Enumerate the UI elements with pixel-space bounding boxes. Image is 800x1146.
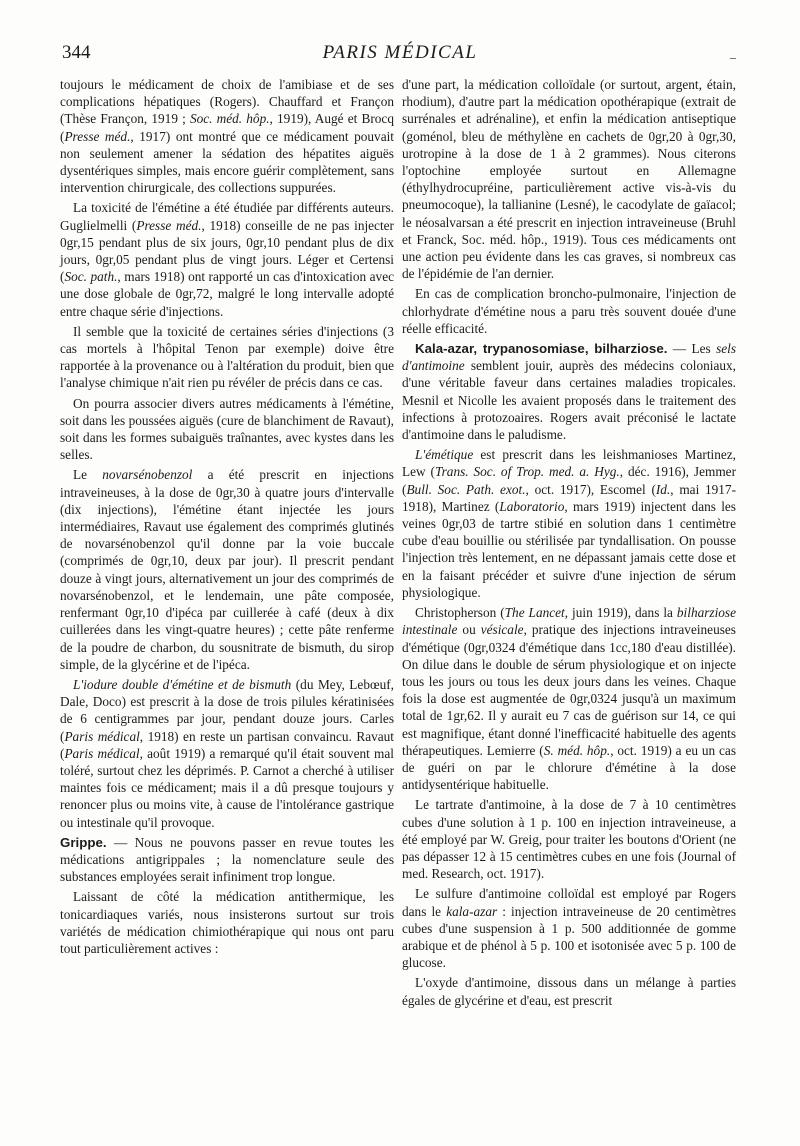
running-title: PARIS MÉDICAL — [322, 42, 478, 63]
section-heading-grippe: Grippe. — [60, 834, 107, 850]
page-header — [62, 42, 738, 72]
paragraph: toujours le médicament de choix de l'amibiase et de ses complications hépatiques (Rogers). Chauffard et Françon (Thèse Françon, 1919 ; Soc. méd. hôp., 1919), Augé et Brocq (Presse méd., 1917) ont montré que ce médicament pouvait non seulement amener la sédation des hépatites aiguës dysentériques simples, mais encore guérir complètement, sans intervention chirurgicale, des collections suppurées. — [60, 77, 394, 196]
header-mark: _ — [730, 46, 736, 60]
paragraph: L'émétique est prescrit dans les leishmanioses Martinez, Lew (Trans. Soc. of Trop. med. a. Hyg., déc. 1916), Jemmer (Bull. Soc. Path. exot., oct. 1917), Escomel (Id., mai 1917-1918), Martinez (Laboratorio, mars 1919) injectent dans les veines 0gr,03 de tartre stibié en solution dans 1 centimètre cube d'eau bouillie ou stérilisée par tyndallisation. On pousse l'injection très lentement, en ne dépassant jamais cette dose et en la faisant précéder et suivre d'une injection de sérum physiologique. — [402, 447, 737, 600]
paragraph: La toxicité de l'émétine a été étudiée par différents auteurs. Guglielmelli (Presse méd., 1918) conseille de ne pas injecter 0gr,15 pendant plus de six jours, 0gr,10 pendant plus de dix jours, 0gr,05 pendant plus de vingt jours. Léger et Certensi (Soc. path., mars 1918) ont rapporté un cas d'intoxication avec une dose globale de 0gr,72, malgré le long intervalle adopté entre chaque série d'injections. — [60, 200, 394, 319]
paragraph: Le tartrate d'antimoine, à la dose de 7 à 10 centimètres cubes d'une solution à 1 p. 100 en injection intraveineuse, a été employé par W. Greig, pour traiter les boutons d'Orient (ne pas dépasser 12 à 15 centimètres cubes en une fois (Journal of med. Research, oct. 1917). — [402, 797, 736, 882]
paragraph: Christopherson (The Lancet, juin 1919), dans la bilharziose intestinale ou vésicale, pratique des injections intraveineuses d'émétique (0gr,0324 d'émétique dans 1cc,180 d'eau distillée). On dilue dans le double de sérum physiologique et on injecte tous les jours ou tous les deux jours dans les veines. Chaque fois la dose est augmentée de 0gr,0324 jusqu'à un maximum total de 1gr,62. Il y aurait eu 7 cas de guérison sur 14, ce qui est magnifique, étant donné l'inefficacité habituelle des agents thérapeutiques. Lemierre (S. méd. hôp., oct. 1919) a eu un cas de guéri on par le chlorure d'émétine à la dose antidysentérique habituelle. — [402, 605, 737, 793]
left-column — [60, 76, 394, 957]
right-column — [402, 76, 736, 1009]
paragraph: On pourra associer divers autres médicaments à l'émétine, soit dans les poussées aiguës (cure de blanchiment de Ravaut), soit dans les formes subaiguës traînantes, avec kystes dans les selles. — [60, 395, 394, 463]
paragraph: Le sulfure d'antimoine colloïdal est employé par Rogers dans le kala-azar : injection intraveineuse de 20 centimètres cubes d'une suspension à 1 p. 500 additionnée de gomme arabique et de phénol à 5 p. 100 et isotonisée avec 5 p. 100 de glucose. — [402, 886, 737, 971]
paragraph: Il semble que la toxicité de certaines séries d'injections (3 cas mortels à l'hôpital Tenon par exemple) doive être rapportée à la provenance ou à l'altération du produit, bien que l'analyse chimique n'ait rien pu révéler de précis dans ce cas. — [60, 323, 394, 391]
paragraph: d'une part, la médication colloïdale (or surtout, argent, étain, rhodium), d'autre part la médication opothérapique (extrait de surrénales et adrénaline), et enfin la médication antiseptique (goménol, bleu de méthylène en cachets de 0gr,20 à 0gr,30, urotropine à la dose de 1 à 2 grammes). Nous citerons l'optochine employée surtout en Allemagne (éthylhydrocupréine, particulièrement active vis-à-vis du pneumocoque), la tallianine (Lesné), le cacodylate de gaïacol; le néosalvarsan a été prescrit en injection intraveineuse (Bruhl et Franck, Soc. méd. hôp., 1919). Tous ces médicaments ont une action peu évidente dans les cas graves, si nombreux cas de l'épidémie de l'an dernier. — [402, 77, 736, 282]
paragraph: Le novarsénobenzol a été prescrit en injections intraveineuses, à la dose de 0gr,30 à quatre jours d'intervalle (dix injections), l'émétine étant injectée les jours intermédiaires, Ravaut use également des comprimés glutinés de novarsénobenzol qu'il donne par la voie buccale (comprimés de 0gr,10, deux par jour). Il prescrit pendant douze à vingt jours, alternativement un jour des comprimés de novarsénobenzol, et le lendemain, une pâte composée, renfermant 0gr,10 d'ipéca par cuillerée à café (deux à dix cuillerées dans les vingt-quatre heures) ; cette pâte renferme de la poudre de charbon, du sousnitrate de bismuth, du sirop simple, de la glycérine et de l'ipéca. — [60, 467, 394, 672]
paragraph: L'iodure double d'émétine et de bismuth (du Mey, Lebœuf, Dale, Doco) est prescrit à la dose de trois pilules kératinisées de 6 centigrammes par jour, pendant douze jours. Carles (Paris médical, 1918) en reste un partisan convaincu. Ravaut (Paris médical, août 1919) a remarqué qu'il était souvent mal toléré, surtout chez les déprimés. P. Carnot a cherché à utiliser maintes fois ce médicament; mais il a dû presque toujours y renoncer plus ou moins vite, à cause de l'intolérance gastrique ou intestinale qu'il provoque. — [60, 676, 394, 830]
section-paragraph: Grippe. — Nous ne pouvons passer en revue toutes les médications antigrippales ; la nomenclature seule des substances employées serait infiniment trop longue. — [60, 834, 394, 885]
section-paragraph: Kala-azar, trypanosomiase, bilharziose. — Les sels d'antimoine semblent jouir, auprès des médecins coloniaux, d'une véritable faveur dans certaines maladies tropicales. Mesnil et Nicolle les avaient proposés dans le traitement des infections à protozoaires. Rogers avait préconisé le lactate d'antimoine dans le paludisme. — [402, 341, 737, 443]
paragraph: En cas de complication broncho-pulmonaire, l'injection de chlorhydrate d'émétine nous a paru très souvent douée d'une réelle efficacité. — [402, 286, 736, 336]
page-number: 344 — [62, 42, 91, 63]
paragraph: L'oxyde d'antimoine, dissous dans un mélange à parties égales de glycérine et d'eau, est prescrit — [402, 975, 736, 1008]
section-heading-kala-azar: Kala-azar, trypanosomiase, bilharziose. — [415, 341, 668, 357]
paragraph: Laissant de côté la médication antithermique, les tonicardiaques variés, nous insisterons surtout sur trois variétés de médication chimiothérapique qui nous ont paru tout particulièrement actives : — [60, 889, 394, 956]
